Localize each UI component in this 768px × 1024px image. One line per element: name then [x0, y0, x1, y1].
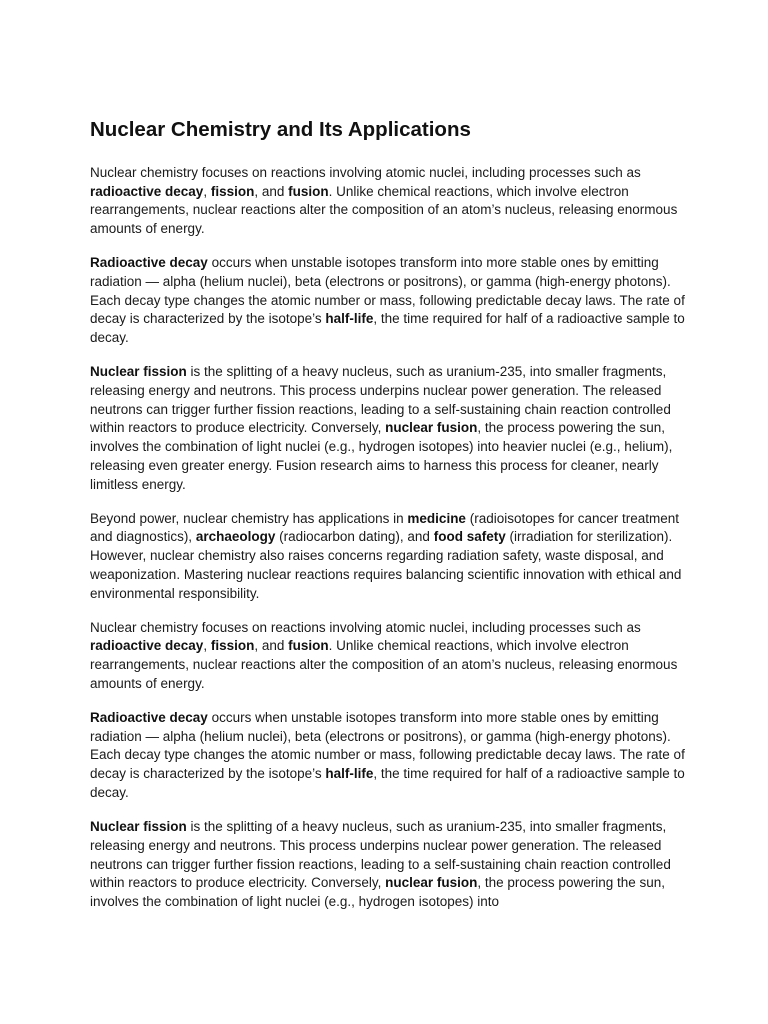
paragraph-text: , and: [254, 183, 289, 199]
body-paragraph: [90, 254, 685, 348]
bold-term: Nuclear fission: [90, 819, 187, 835]
bold-term: Radioactive decay: [90, 255, 208, 271]
bold-term: archaeology: [195, 529, 276, 545]
paragraph-text: , and: [254, 638, 289, 654]
paragraph-text: (radioisotopes for cancer treatment and diagnostics),: [90, 510, 680, 545]
paragraph-list: [90, 164, 685, 912]
paragraph-text: Nuclear chemistry focuses on reactions involving atomic nuclei, including processes such as: [90, 619, 641, 635]
body-paragraph: [90, 164, 685, 239]
bold-term: food safety: [433, 529, 506, 545]
paragraph-text: Nuclear chemistry focuses on reactions involving atomic nuclei, including processes such as: [90, 165, 641, 180]
paragraph-text: is the splitting of a heavy nucleus, such as uranium-235, into smaller fragments, releasing energy and neutrons. This process underpins nuclear power generation. The released neutrons can trigger further fission reactions, leading to a self-sustaining chain reaction controlled within reactors to produce electricity. Conversely,: [90, 819, 671, 891]
bold-term: fusion: [288, 638, 329, 654]
paragraph-text: (irradiation for sterilization). However, nuclear chemistry also raises concerns regarding radiation safety, waste disposal, and weaponization. Mastering nuclear reactions requires balancing scientific innovation with ethical and environmental responsibility.: [90, 529, 682, 601]
paragraph-text: , the time required for half of a radioactive sample to decay.: [90, 311, 685, 346]
paragraph-text: ,: [203, 183, 211, 199]
bold-term: Radioactive decay: [90, 710, 208, 726]
paragraph-text: (radiocarbon dating), and: [275, 529, 434, 545]
paragraph-text: ,: [203, 638, 211, 654]
document-body: [90, 117, 685, 927]
paragraph-text: Beyond power, nuclear chemistry has applications in: [90, 510, 408, 526]
paragraph-text: is the splitting of a heavy nucleus, such as uranium-235, into smaller fragments, releasing energy and neutrons. This process underpins nuclear power generation. The released neutrons can trigger further fission reactions, leading to a self-sustaining chain reaction controlled within reactors to produce electricity. Conversely,: [90, 364, 671, 436]
paragraph-text: , the process powering the sun, involves the combination of light nuclei (e.g., hydrogen isotopes) into heavier nuclei (e.g., helium), releasing even greater energy. Fusion research aims to harness this process for cleaner, nearly limitless energy.: [90, 420, 673, 492]
body-paragraph: [90, 709, 685, 803]
paragraph-text: . Unlike chemical reactions, which involve electron rearrangements, nuclear reactions alter the composition of an atom’s nucleus, releasing enormous amounts of energy.: [90, 638, 678, 691]
body-paragraph: [90, 363, 685, 494]
body-paragraph: [90, 619, 685, 694]
bold-term: half-life: [325, 766, 374, 782]
bold-term: half-life: [325, 311, 374, 327]
paragraph-text: occurs when unstable isotopes transform into more stable ones by emitting radiation — alpha (helium nuclei), beta (electrons or positrons), or gamma (high-energy photons). Each decay type changes the atomic number or mass, following predictable decay laws. The rate of decay is characterized by the isotope’s: [90, 255, 685, 327]
bold-term: medicine: [407, 510, 466, 526]
bold-term: nuclear fusion: [385, 875, 478, 891]
document-title: Nuclear Chemistry and Its Applications: [90, 118, 471, 141]
paragraph-text: . Unlike chemical reactions, which involve electron rearrangements, nuclear reactions alter the composition of an atom’s nucleus, releasing enormous amounts of energy.: [90, 183, 678, 237]
body-paragraph: [90, 510, 685, 604]
body-paragraph: [90, 818, 685, 912]
paragraph-text: , the time required for half of a radioactive sample to decay.: [90, 766, 685, 800]
bold-term: fission: [210, 638, 255, 654]
bold-term: fission: [210, 183, 255, 199]
bold-term: radioactive decay: [90, 638, 204, 654]
paragraph-text: , the process powering the sun, involves the combination of light nuclei (e.g., hydrogen isotopes) into: [90, 875, 665, 909]
bold-term: fusion: [288, 183, 329, 199]
bold-term: nuclear fusion: [385, 420, 478, 436]
paragraph-text: occurs when unstable isotopes transform into more stable ones by emitting radiation — alpha (helium nuclei), beta (electrons or positrons), or gamma (high-energy photons). Each decay type changes the atomic number or mass, following predictable decay laws. The rate of decay is characterized by the isotope’s: [90, 710, 685, 782]
bold-term: Nuclear fission: [90, 364, 187, 380]
bold-term: radioactive decay: [90, 183, 204, 199]
